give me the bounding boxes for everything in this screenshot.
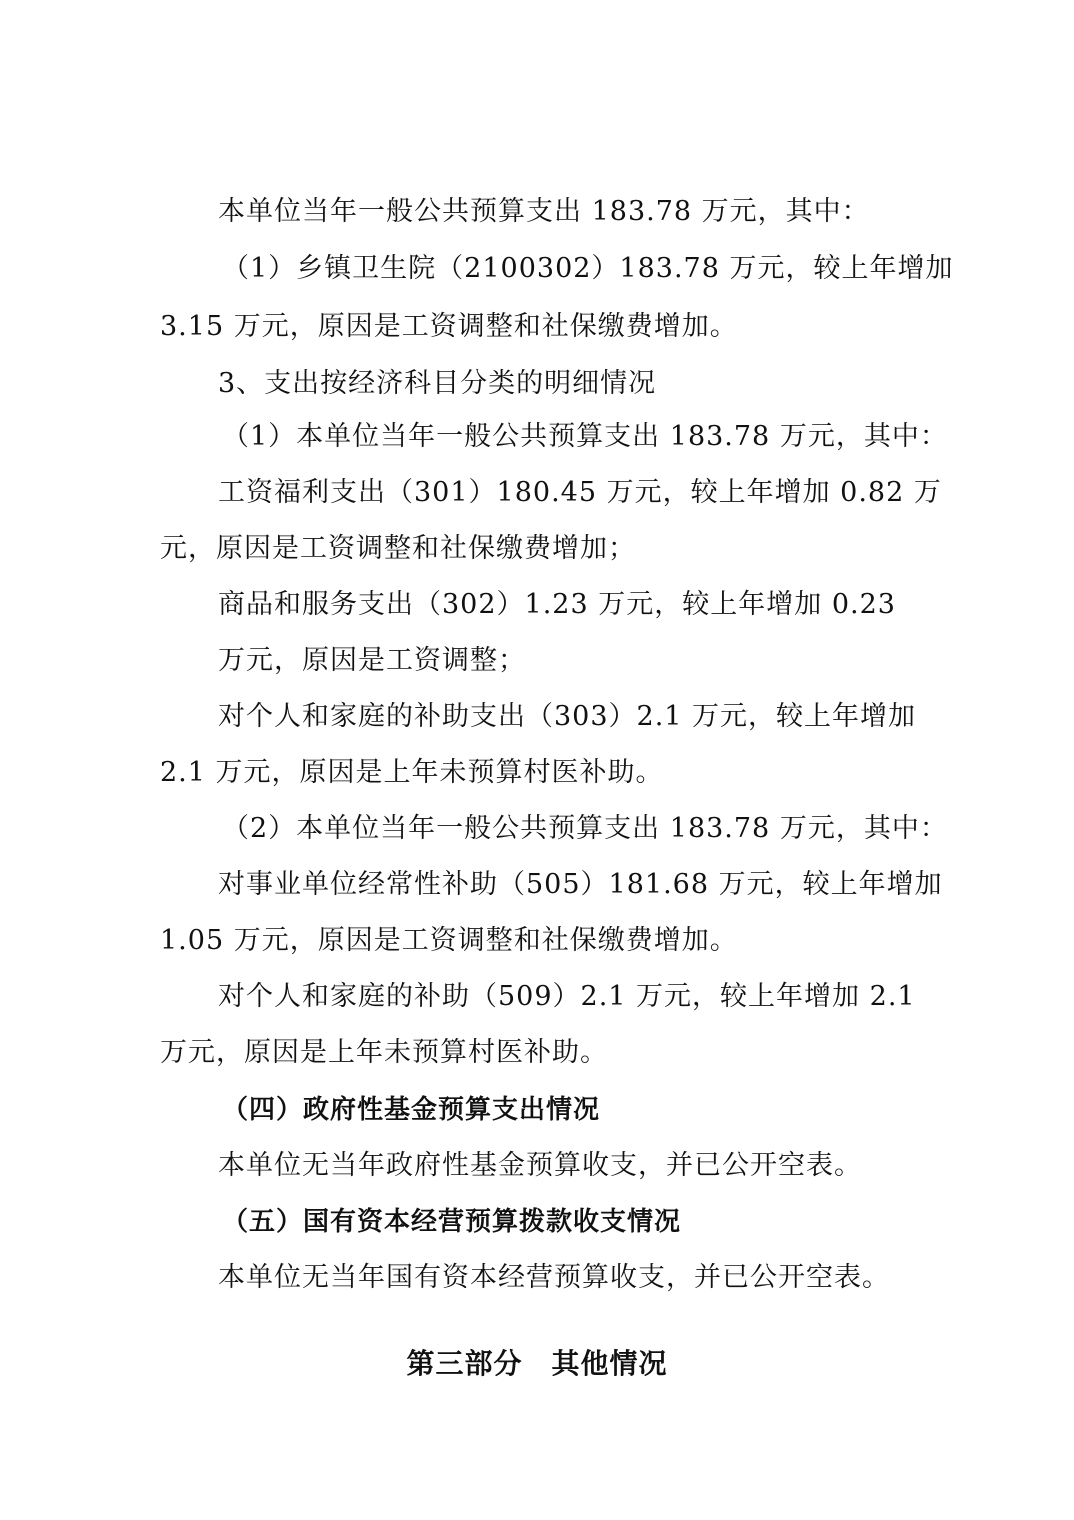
section-subheading: （五）国有资本经营预算拨款收支情况: [222, 1207, 682, 1237]
paragraph-line: 万元，原因是工资调整；: [218, 645, 526, 676]
paragraph-line: （1）本单位当年一般公共预算支出 183.78 万元，其中：: [222, 421, 948, 452]
paragraph-line: （2）本单位当年一般公共预算支出 183.78 万元，其中：: [222, 813, 948, 844]
paragraph-line: 工资福利支出（301）180.45 万元，较上年增加 0.82 万: [218, 477, 942, 508]
paragraph-line: 1.05 万元，原因是工资调整和社保缴费增加。: [160, 925, 738, 956]
paragraph-line: 对事业单位经常性补助（505）181.68 万元，较上年增加: [218, 869, 943, 900]
paragraph-line: 3.15 万元，原因是工资调整和社保缴费增加。: [160, 311, 738, 342]
paragraph-line: 本单位无当年政府性基金预算收支，并已公开空表。: [218, 1150, 862, 1181]
paragraph-line: 对个人和家庭的补助支出（303）2.1 万元，较上年增加: [218, 701, 917, 732]
paragraph-line: 本单位无当年国有资本经营预算收支，并已公开空表。: [218, 1262, 890, 1293]
paragraph-line: 2.1 万元，原因是上年未预算村医补助。: [160, 757, 664, 788]
section-subheading: （四）政府性基金预算支出情况: [222, 1095, 601, 1125]
paragraph-line: 万元，原因是上年未预算村医补助。: [160, 1037, 608, 1068]
paragraph-line: 对个人和家庭的补助（509）2.1 万元，较上年增加 2.1: [218, 981, 916, 1012]
paragraph-line: （1）乡镇卫生院（2100302）183.78 万元，较上年增加: [222, 253, 954, 284]
paragraph-line: 本单位当年一般公共预算支出 183.78 万元，其中：: [218, 196, 870, 227]
paragraph-line: 3、支出按经济科目分类的明细情况: [218, 368, 657, 399]
paragraph-line: 元，原因是工资调整和社保缴费增加；: [160, 533, 636, 564]
paragraph-line: 商品和服务支出（302）1.23 万元，较上年增加 0.23: [218, 589, 896, 620]
part-heading: 第三部分 其他情况: [406, 1347, 668, 1380]
